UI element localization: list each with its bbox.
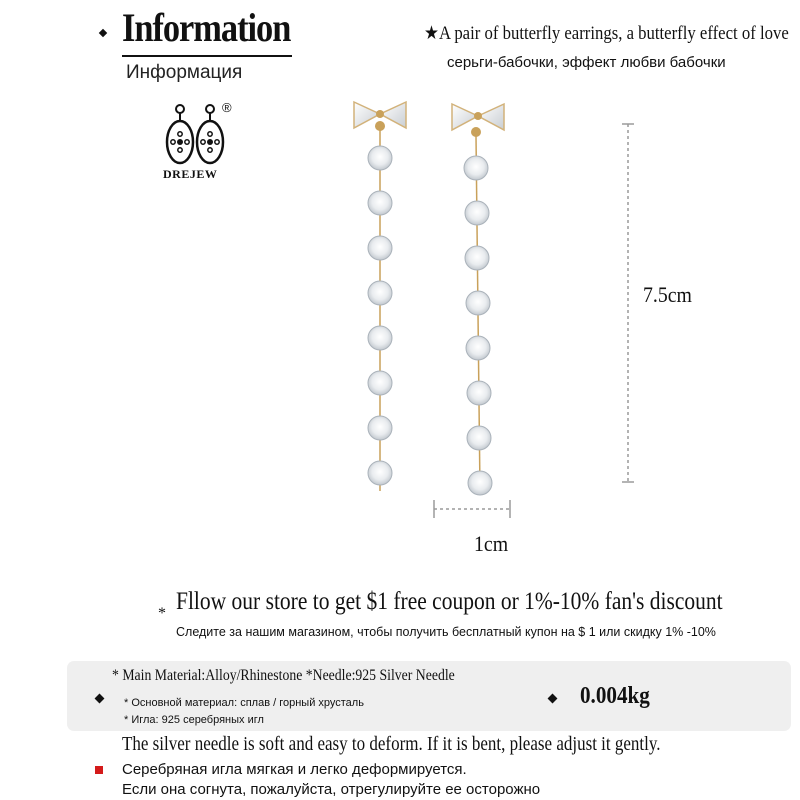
- spec-needle-ru: * Игла: 925 серебряных игл: [124, 714, 264, 726]
- promo-text-ru: Следите за нашим магазином, чтобы получить бесплатный купон на $ 1 или скидку 1% -10%: [176, 625, 716, 639]
- spec-material-needle: * Main Material:Alloy/Rhinestone *Needle:925 Silver Needle: [112, 667, 455, 684]
- promo-asterisk: *: [158, 605, 166, 622]
- spec-ru: [124, 695, 364, 729]
- promo-text: Fllow our store to get $1 free coupon or 1%-10% fan's discount: [176, 588, 723, 615]
- tagline: ★A pair of butterfly earrings, a butterfly effect of love: [424, 23, 789, 44]
- registered-mark: ®: [222, 100, 232, 115]
- tagline-ru: серьги-бабочки, эффект любви бабочки: [447, 54, 726, 71]
- needle-note-ru-line2: Если она согнута, пожалуйста, отрегулируйте ее осторожно: [122, 781, 541, 798]
- length-dimension-line: [620, 122, 636, 484]
- length-label: 7.5cm: [643, 282, 692, 307]
- weight-value: 0.004kg: [580, 683, 650, 709]
- left-earring: [354, 102, 406, 491]
- red-bullet-icon: [95, 766, 103, 774]
- title-bullet-icon: [99, 29, 107, 37]
- brand-name: DREJEW: [163, 167, 218, 181]
- right-earring: [452, 104, 504, 495]
- earrings-photo: [330, 96, 560, 516]
- page-title: Information: [122, 5, 291, 50]
- needle-note-ru-line1: Серебряная игла мягкая и легко деформируется.: [122, 761, 467, 778]
- needle-note: The silver needle is soft and easy to deform. If it is bent, please adjust it gently.: [122, 733, 661, 755]
- page-subtitle: Информация: [126, 62, 243, 83]
- needle-note-ru: [122, 760, 540, 800]
- spec-material-ru: * Основной материал: сплав / горный хрусталь: [124, 697, 364, 709]
- width-label: 1cm: [474, 531, 509, 556]
- width-dimension-line: [432, 498, 512, 520]
- title-underline: [122, 55, 292, 57]
